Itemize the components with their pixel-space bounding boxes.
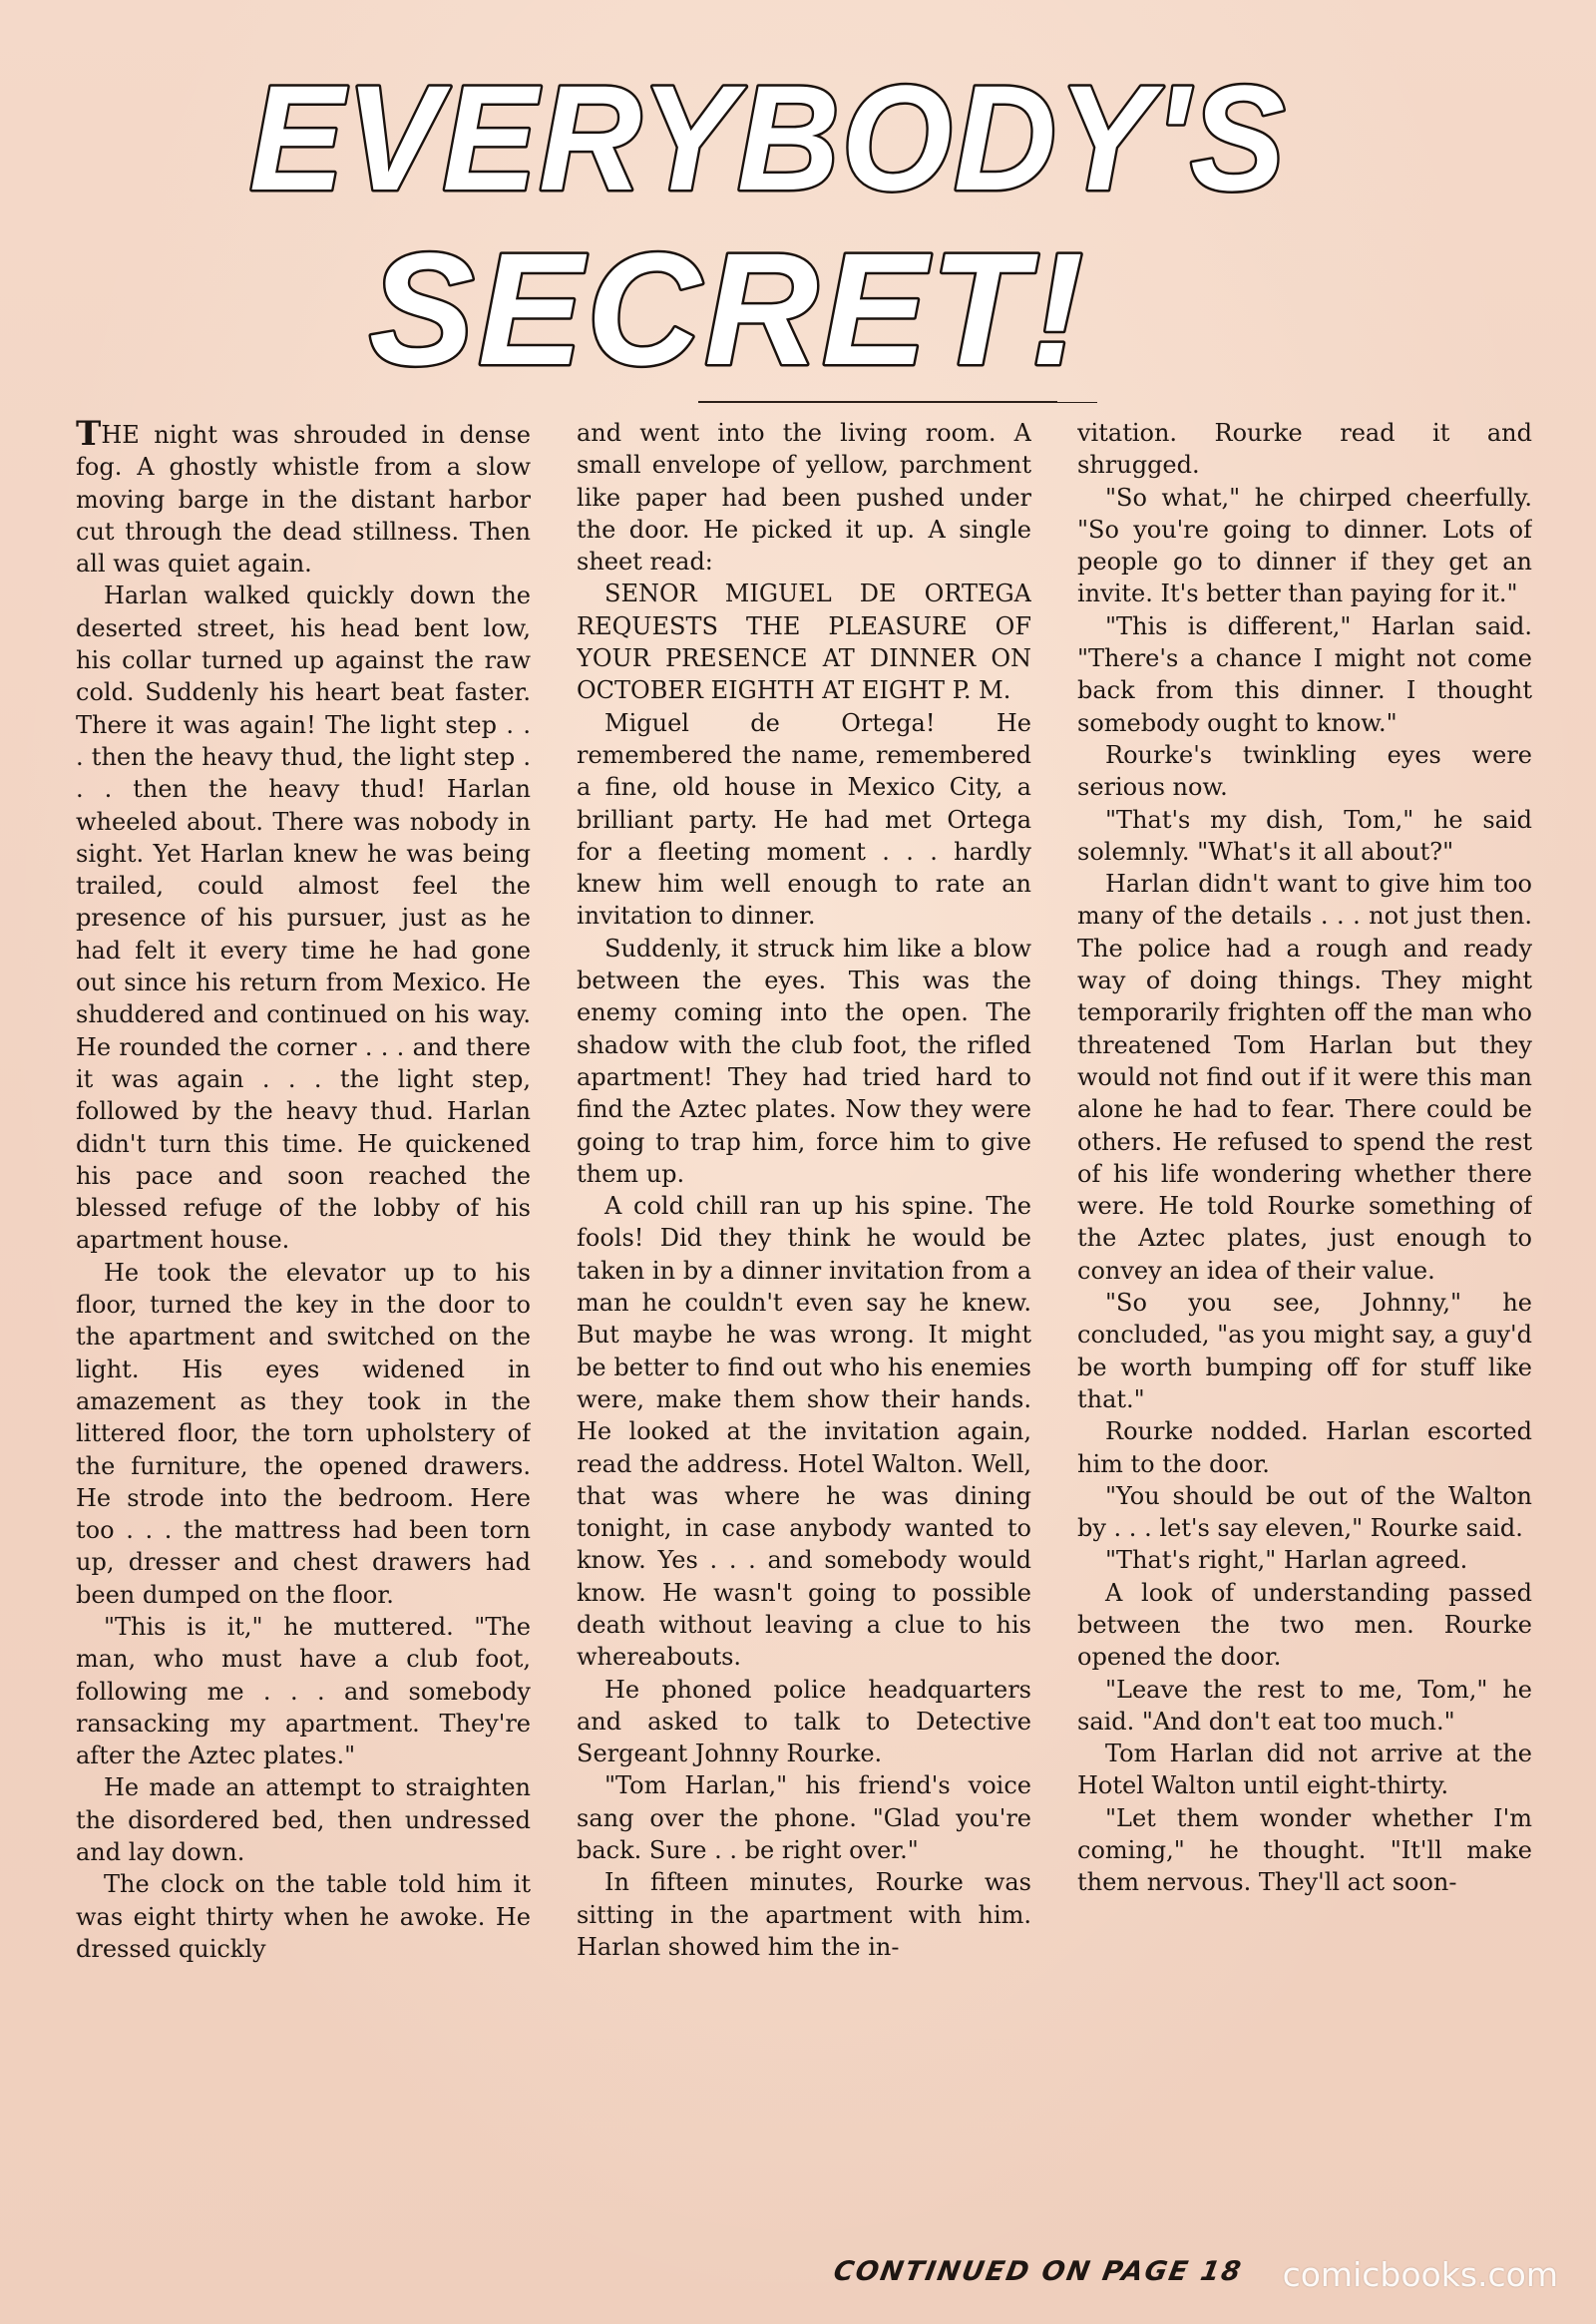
paragraph-text: "Leave the rest to me, Tom," he said. "And don't eat too much." — [1077, 1675, 1532, 1736]
paragraph-text: Rourke's twinkling eyes were serious now. — [1077, 740, 1532, 802]
paragraph-text: He took the elevator up to his floor, turned the key in the door to the apartment and switched on the light. His eyes widened in amazement as they took in the littered floor, the torn upholstery of the furniture, the opened drawers. He strode into the bedroom. Here too . . . the mattress had been torn up, dresser and chest drawers had been dumped on the floor. — [76, 1258, 531, 1609]
paragraph-text: "That's right," Harlan agreed. — [1105, 1546, 1468, 1575]
paragraph-text: Harlan walked quickly down the deserted street, his head bent low, his collar turned up against the raw cold. Suddenly his heart beat faster. There it was again! The light step . . . then the heavy thud, the light step . . . then the heavy thud! Harlan wheeled about. There was nobody in sight. Yet Harlan knew he was being trailed, could almost feel the presence of his pursuer, just as he had felt it every time he had gone out since his return from Mexico. He shuddered and continued on his way. He rounded the corner . . . and there it was again . . . the light step, followed by the heavy thud. Harlan didn't turn this time. He quickened his pace and soon reached the blessed refuge of the lobby of his apartment house. — [76, 581, 531, 1255]
drop-cap: T — [76, 417, 102, 454]
story-column-3 — [1077, 417, 1532, 2123]
story-paragraph — [1077, 1544, 1532, 1576]
story-paragraph — [1077, 1577, 1532, 1674]
paragraph-text: "That's my dish, Tom," he said solemnly. "What's it all about?" — [1077, 805, 1532, 866]
paragraph-text: He made an attempt to straighten the disordered bed, then undressed and lay down. — [76, 1773, 531, 1867]
story-columns — [76, 417, 1532, 2123]
title-line-1: EVERYBODY'S — [249, 60, 1287, 221]
paragraph-text: Rourke nodded. Harlan escorted him to the door. — [1077, 1417, 1532, 1478]
title-line-2: SECRET! — [369, 219, 1087, 398]
story-paragraph — [577, 1866, 1031, 1963]
story-paragraph — [76, 1771, 531, 1868]
story-paragraph — [1077, 1802, 1532, 1899]
paragraph-text: "Tom Harlan," his friend's voice sang over the phone. "Glad you're back. Sure . . be right over." — [577, 1771, 1031, 1865]
story-paragraph — [76, 1611, 531, 1771]
story-column-1 — [76, 417, 531, 2123]
paragraph-text: He phoned police headquarters and asked to talk to Detective Sergeant Johnny Rourke. — [577, 1675, 1031, 1768]
story-paragraph — [1077, 610, 1532, 739]
story-paragraph — [1077, 1738, 1532, 1802]
paragraph-text: Suddenly, it struck him like a blow between the eyes. This was the enemy coming into the open. The shadow with the club foot, the rifled apartment! They had tried hard to find the Aztec plates. Now they were going to trap him, force him to give them up. — [577, 934, 1031, 1188]
story-paragraph — [1077, 417, 1532, 482]
story-paragraph — [577, 1190, 1031, 1673]
story-paragraph — [577, 1769, 1031, 1866]
paragraph-text: vitation. Rourke read it and shrugged. — [1077, 419, 1532, 480]
story-paragraph — [1077, 1674, 1532, 1739]
story-paragraph — [76, 1868, 531, 1965]
story-paragraph — [76, 580, 531, 1256]
paragraph-text: A cold chill ran up his spine. The fools! Did they think he would be taken in by a dinner invitation from a man he couldn't even say he knew. But maybe he was wrong. It might be better to find out who his enemies were, make them show their hands. He looked at the invitation again, read the address. Hotel Walton. Well, that was where he was dining tonight, in case anybody wanted to know. Yes . . . and somebody would know. He wasn't going to possible death without leaving a clue to his whereabouts. — [577, 1192, 1031, 1672]
story-paragraph — [1077, 868, 1532, 1287]
paragraph-text: "Let them wonder whether I'm coming," he thought. "It'll make them nervous. They'll act soon- — [1077, 1803, 1532, 1897]
paragraph-text: In fifteen minutes, Rourke was sitting in the apartment with him. Harlan showed him the in- — [577, 1868, 1031, 1961]
story-paragraph — [577, 707, 1031, 933]
continued-on-page-note: CONTINUED ON PAGE 18 — [831, 2256, 1246, 2287]
story-paragraph — [1077, 1415, 1532, 1480]
paragraph-text: Tom Harlan did not arrive at the Hotel Walton until eight-thirty. — [1077, 1740, 1532, 1800]
story-column-2 — [577, 417, 1031, 2123]
paragraph-text: The clock on the table told him it was eight thirty when he awoke. He dressed quickly — [76, 1870, 531, 1963]
story-paragraph — [1077, 482, 1532, 610]
story-paragraph — [577, 1674, 1031, 1770]
title-lettering — [229, 60, 1307, 399]
paragraph-text: A look of understanding passed between the two men. Rourke opened the door. — [1077, 1578, 1532, 1672]
story-title — [229, 60, 1307, 399]
paragraph-text: and went into the living room. A small envelope of yellow, parchment like paper had been pushed under the door. He picked it up. A single sheet read: — [577, 419, 1031, 577]
paragraph-text: Miguel de Ortega! He remembered the name, remembered a fine, old house in Mexico City, a brilliant party. He had met Ortega for a fleeting moment . . . hardly knew him well enough to rate an invitation to dinner. — [577, 708, 1031, 931]
paragraph-text: "So what," he chirped cheerfully. "So you're going to dinner. Lots of people go to dinner if they get an invite. It's better than paying for it." — [1077, 483, 1532, 608]
paragraph-text: Harlan didn't want to give him too many of the details . . . not just then. The police had a rough and ready way of doing things. They might temporarily frighten off the man who threatened Tom Harlan but they would not find out if it were this man alone he had to fear. There could be others. He refused to spend the rest of his life wondering whether there were. He told Rourke something of the Aztec plates, just enough to convey an idea of their value. — [1077, 870, 1532, 1285]
story-paragraph — [76, 417, 531, 580]
story-paragraph — [1077, 1287, 1532, 1415]
story-paragraph — [577, 578, 1031, 706]
title-underline-tail — [1057, 402, 1097, 403]
paragraph-text: HE night was shrouded in dense fog. A ghostly whistle from a slow moving barge in the distant harbor cut through the dead stillness. Then all was quiet again. — [76, 421, 531, 579]
story-paragraph — [1077, 739, 1532, 804]
paragraph-text: "You should be out of the Walton by . . . let's say eleven," Rourke said. — [1077, 1481, 1532, 1543]
title-underline — [698, 401, 1057, 403]
story-paragraph — [1077, 1480, 1532, 1545]
story-paragraph — [1077, 804, 1532, 869]
paragraph-text: "This is it," he muttered. "The man, who must have a club foot, following me . . . and somebody ransacking my apartment. They're after the Aztec plates." — [76, 1612, 531, 1770]
paragraph-text: SENOR MIGUEL DE ORTEGA REQUESTS THE PLEASURE OF YOUR PRESENCE AT DINNER ON OCTOBER EIGHTH AT EIGHT P. M. — [577, 580, 1031, 705]
story-paragraph — [577, 417, 1031, 578]
site-watermark: comicbooks.com — [1282, 2255, 1558, 2294]
paragraph-text: "This is different," Harlan said. "There's a chance I might not come back from this dinner. I thought somebody ought to know." — [1077, 611, 1532, 737]
story-paragraph — [577, 933, 1031, 1190]
paragraph-text: "So you see, Johnny," he concluded, "as you might say, a guy'd be worth bumping off for stuff like that." — [1077, 1289, 1532, 1413]
story-paragraph — [76, 1257, 531, 1611]
